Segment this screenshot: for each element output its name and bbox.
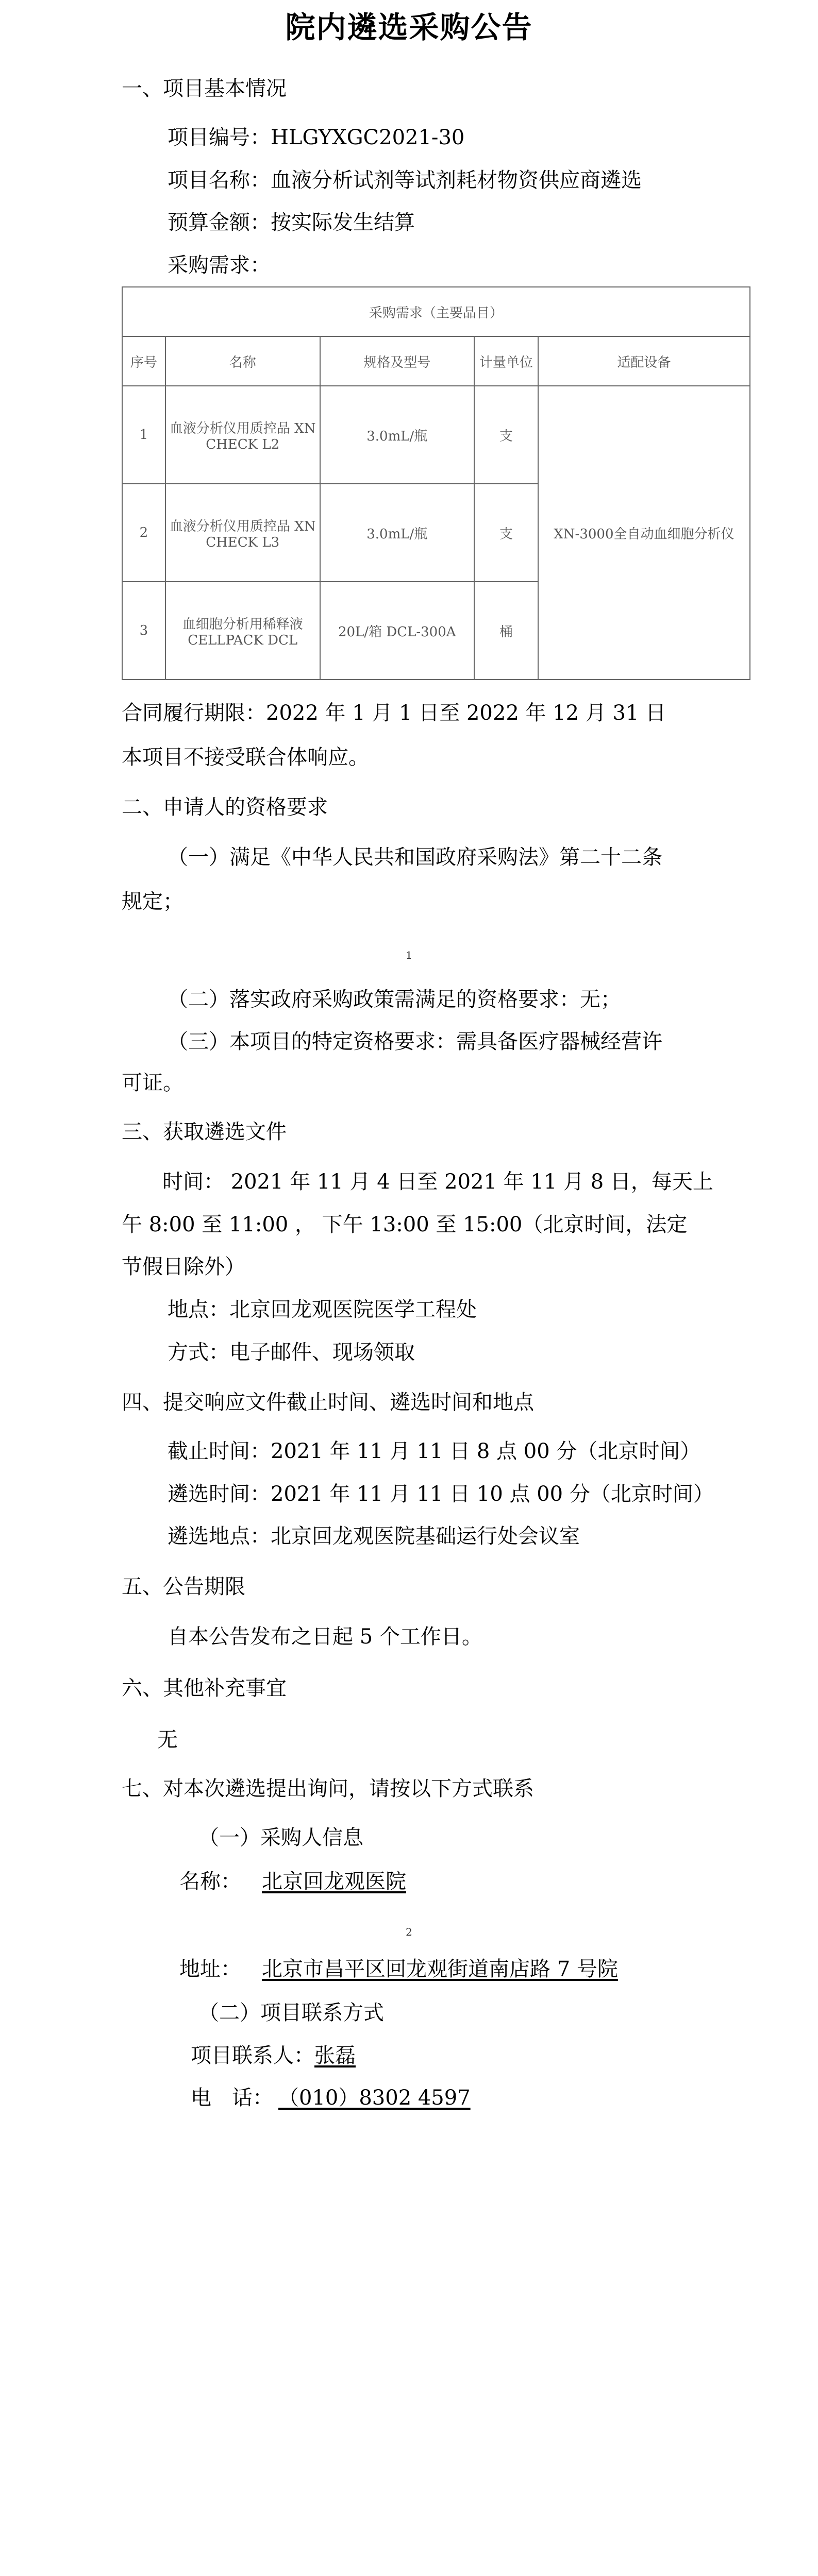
qualification-3-cont: 可证。 — [122, 1071, 183, 1095]
section-3-heading: 三、获取遴选文件 — [122, 1120, 287, 1144]
section-5-heading: 五、公告期限 — [122, 1575, 245, 1599]
obtain-method: 方式：电子邮件、现场领取 — [168, 1341, 415, 1364]
section-6-heading: 六、其他补充事宜 — [122, 1676, 287, 1700]
page-number: 1 — [406, 949, 412, 961]
page-title: 院内遴选采购公告 — [285, 10, 533, 45]
buyer-name-row — [179, 1865, 504, 1894]
contract-period: 合同履行期限：2022 年 1 月 1 日至 2022 年 12 月 31 日 — [122, 701, 666, 725]
header-cell: 适配设备 — [538, 336, 750, 386]
obtain-time-cont: 午 8:00 至 11:00 ， 下午 13:00 至 15:00（北京时间，法定 — [122, 1213, 688, 1236]
table-header-row — [122, 336, 750, 386]
item-name: 血液分析仪用质控品 XN CHECK L3 — [165, 484, 320, 582]
header-cell: 计量单位 — [474, 336, 538, 386]
item-spec: 3.0mL/瓶 — [320, 484, 475, 582]
buyer-address-value: 北京市昌平区回龙观街道南店路 7 号院 — [262, 1957, 618, 1981]
buyer-name-label: 名称： — [179, 1870, 241, 1893]
contact-person-row — [191, 2039, 356, 2069]
row-number: 2 — [122, 484, 165, 582]
notice-period: 自本公告发布之日起 5 个工作日。 — [168, 1625, 482, 1649]
item-spec: 20L/箱 DCL-300A — [320, 582, 475, 680]
qualification-1-cont: 规定； — [122, 890, 183, 913]
selection-time: 遴选时间：2021 年 11 月 11 日 10 点 00 分（北京时间） — [168, 1482, 714, 1506]
header-cell: 序号 — [122, 336, 165, 386]
project-number: 项目编号：HLGYXGC2021-30 — [168, 126, 465, 149]
obtain-place: 地点：北京回龙观医院医学工程处 — [168, 1298, 477, 1321]
row-number: 3 — [122, 582, 165, 680]
needs-label: 采购需求： — [168, 253, 271, 277]
qualification-3: （三）本项目的特定资格要求：需具备医疗器械经营许 — [168, 1030, 662, 1054]
phone-value: （010）8302 4597 — [278, 2086, 471, 2110]
qualification-2: （二）落实政府采购政策需满足的资格要求：无； — [168, 988, 621, 1011]
item-name: 血细胞分析用稀释液 CELLPACK DCL — [165, 582, 320, 680]
other-matters: 无 — [157, 1728, 178, 1752]
buyer-info-heading: （一）采购人信息 — [198, 1826, 363, 1850]
obtain-time: 时间： 2021 年 11 月 4 日至 2021 年 11 月 8 日，每天上 — [162, 1170, 713, 1194]
item-unit: 桶 — [474, 582, 538, 680]
no-consortium-note: 本项目不接受联合体响应。 — [122, 745, 369, 769]
selection-place: 遴选地点：北京回龙观医院基础运行处会议室 — [168, 1524, 580, 1548]
row-number: 1 — [122, 386, 165, 484]
item-spec: 3.0mL/瓶 — [320, 386, 475, 484]
section-1-heading: 一、项目基本情况 — [122, 77, 287, 100]
buyer-name-value: 北京回龙观医院 — [262, 1870, 406, 1893]
obtain-time-cont-2: 节假日除外） — [122, 1255, 245, 1279]
section-7-heading: 七、对本次遴选提出询问，请按以下方式联系 — [122, 1777, 534, 1801]
budget-amount: 预算金额：按实际发生结算 — [168, 211, 415, 234]
buyer-address-row — [179, 1953, 695, 1982]
project-name: 项目名称：血液分析试剂等试剂耗材物资供应商遴选 — [168, 168, 642, 192]
phone-label: 电 话： — [191, 2086, 273, 2110]
qualification-1: （一）满足《中华人民共和国政府采购法》第二十二条 — [168, 845, 662, 869]
phone-row — [191, 2081, 485, 2111]
item-unit: 支 — [474, 386, 538, 484]
table-caption-row — [122, 287, 750, 336]
page-number: 2 — [406, 1926, 412, 1938]
section-4-heading: 四、提交响应文件截止时间、遴选时间和地点 — [122, 1391, 534, 1414]
procurement-table — [122, 286, 750, 680]
contact-person-value: 张磊 — [314, 2044, 356, 2067]
header-cell: 名称 — [165, 336, 320, 386]
contact-person-label: 项目联系人： — [191, 2044, 314, 2067]
item-unit: 支 — [474, 484, 538, 582]
table-row — [122, 386, 750, 484]
buyer-address-label: 地址： — [179, 1957, 241, 1981]
submission-deadline: 截止时间：2021 年 11 月 11 日 8 点 00 分（北京时间） — [168, 1439, 701, 1463]
table-caption: 采购需求（主要品目） — [122, 287, 750, 336]
contact-heading: （二）项目联系方式 — [198, 2001, 384, 2025]
adapted-device: XN-3000全自动血细胞分析仪 — [538, 386, 750, 680]
section-2-heading: 二、申请人的资格要求 — [122, 795, 328, 819]
item-name: 血液分析仪用质控品 XN CHECK L2 — [165, 386, 320, 484]
header-cell: 规格及型号 — [320, 336, 475, 386]
